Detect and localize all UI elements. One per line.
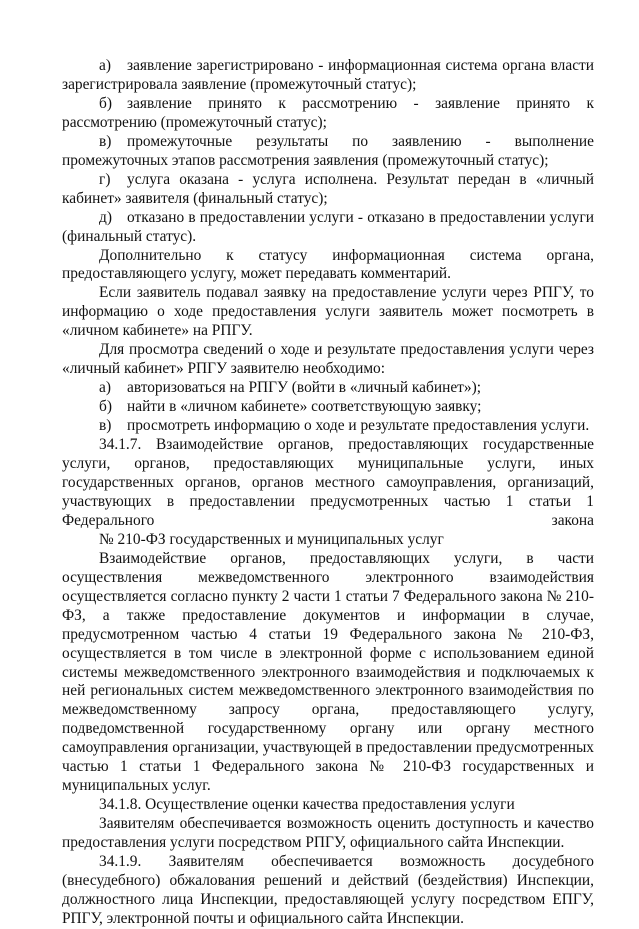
- list-marker: а): [99, 57, 111, 74]
- paragraph-view: Для просмотра сведений о ходе и результате предоставления услуги через «личный кабинет» РПГУ заявителю необходимо:: [62, 341, 594, 378]
- status-item-a: [62, 57, 594, 95]
- step-item-b: [62, 398, 594, 417]
- status-item-g: [62, 171, 594, 209]
- status-item-d: [62, 209, 594, 247]
- list-item-text: просмотреть информацию о ходе и результате предоставления услуги.: [127, 417, 590, 435]
- step-item-v: [62, 417, 594, 436]
- step-item-a: [62, 379, 594, 398]
- list-item-text: услуга оказана - услуга исполнена. Результат передан в «личный кабинет» заявителя (финальный статус);: [62, 170, 594, 207]
- list-item-text: найти в «личном кабинете» соответствующую заявку;: [127, 398, 482, 416]
- list-marker: б): [99, 398, 112, 416]
- status-item-v: [62, 133, 594, 171]
- list-marker: г): [99, 170, 111, 188]
- paragraph-additional: Дополнительно к статусу информационная система органа, предоставляющего услугу, может передавать комментарий.: [62, 246, 594, 283]
- list-item-text: заявление зарегистрировано - информационная система органа власти зарегистрировала заявление (промежуточный статус);: [62, 57, 594, 93]
- status-item-b: [62, 95, 594, 133]
- section-heading-34-1-8: 34.1.8. Осуществление оценки качества предоставления услуги: [99, 796, 515, 814]
- paragraph-rpgu: Если заявитель подавал заявку на предоставление услуги через РПГУ, то информацию о ходе предоставления услуги заявитель может посмотреть в «личном кабинете» на РПГУ.: [62, 284, 594, 340]
- list-marker: в): [99, 417, 112, 435]
- list-item-text: заявление принято к рассмотрению - заявление принято к рассмотрению (промежуточный статус);: [62, 94, 594, 131]
- list-marker: д): [99, 208, 112, 226]
- list-marker: а): [99, 379, 111, 397]
- paragraph-interaction: Взаимодействие органов, предоставляющих услуги, в части осуществления межведомственного электронного взаимодействия осуществляется согласно пункту 2 части 1 статьи 7 Федерального закона № 210-ФЗ, а также предоставление документов и информации в случае, предусмотренном частью 4 статьи 19 Федерального закона № 210-ФЗ, осуществляется в том числе в электронной форме с использованием единой системы межведомственного электронного взаимодействия и подключаемых к ней региональных систем межведомственного электронного взаимодействия по межведомственному запросу органа, предоставляющего услугу, подведомственной государственному органу или органу местного самоуправления организации, участвующей в предоставлении предусмотренных частью 1 статьи 1 Федерального закона № 210-ФЗ государственных и муниципальных услуг.: [62, 549, 594, 795]
- section-heading-34-1-7: 34.1.7. Взаимодействие органов, предоставляющих государственные услуги, органов, предоставляющих муниципальные услуги, иных государственных органов, органов местного самоуправления, организаций, участвующих в предоставлении предусмотренных частью 1 статьи 1 Федерального закона: [62, 436, 594, 529]
- paragraph-34-1-9: 34.1.9. Заявителям обеспечивается возможность досудебного (внесудебного) обжалования решений и действий (бездействия) Инспекции, должностного лица Инспекции, предоставляющей услугу посредством ЕПГУ, РПГУ, электронной почты и официального сайта Инспекции.: [62, 853, 594, 927]
- paragraph-quality: Заявителям обеспечивается возможность оценить доступность и качество предоставления услуги посредством РПГУ, официального сайта Инспекции.: [62, 815, 594, 852]
- section-heading-34-1-7-tail: № 210-ФЗ государственных и муниципальных услуг: [99, 530, 444, 548]
- list-item-text: авторизоваться на РПГУ (войти в «личный кабинет»);: [127, 379, 481, 397]
- list-marker: в): [99, 132, 112, 150]
- document-page: [62, 57, 594, 929]
- list-item-text: отказано в предоставлении услуги - отказано в предоставлении услуги (финальный статус).: [62, 208, 594, 245]
- list-marker: б): [99, 94, 112, 112]
- list-item-text: промежуточные результаты по заявлению - выполнение промежуточных этапов рассмотрения заявления (промежуточный статус);: [62, 132, 594, 169]
